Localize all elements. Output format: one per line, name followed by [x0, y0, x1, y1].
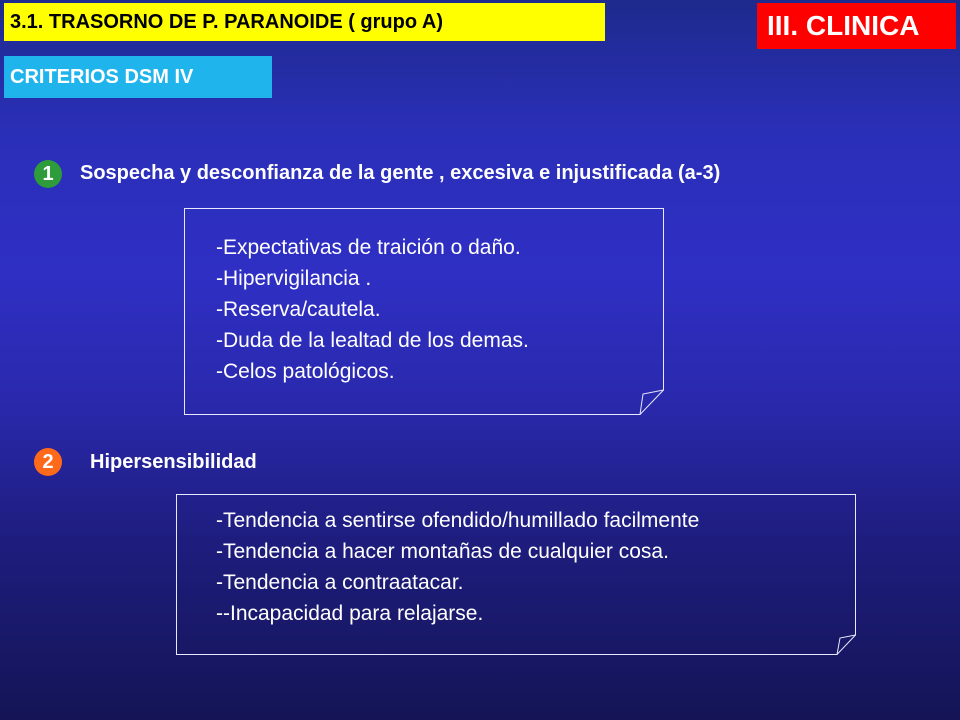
list-item: -Celos patológicos. — [216, 360, 395, 383]
list-item: -Reserva/cautela. — [216, 298, 381, 321]
slide-title: 3.1. TRASORNO DE P. PARANOIDE ( grupo A) — [4, 3, 605, 41]
criteria-label: CRITERIOS DSM IV — [4, 56, 272, 98]
list-item: -Duda de la lealtad de los demas. — [216, 329, 529, 352]
list-item: --Incapacidad para relajarse. — [216, 602, 484, 625]
section-label: III. CLINICA — [757, 3, 956, 49]
criterion-1-list — [216, 232, 529, 387]
criterion-1-title: Sospecha y desconfianza de la gente , excesiva e injustificada (a-3) — [80, 162, 721, 184]
criterion-2-title: Hipersensibilidad — [90, 451, 257, 473]
criterion-1-number-badge: 1 — [34, 160, 62, 188]
list-item: -Tendencia a hacer montañas de cualquier cosa. — [216, 540, 669, 563]
list-item: -Tendencia a contraatacar. — [216, 571, 464, 594]
criterion-2-list — [216, 505, 699, 629]
criterion-2-note-box — [176, 494, 856, 655]
list-item: -Expectativas de traición o daño. — [216, 236, 521, 259]
list-item: -Hipervigilancia . — [216, 267, 372, 290]
list-item: -Tendencia a sentirse ofendido/humillado facilmente — [216, 509, 700, 532]
criterion-1-note-box — [184, 208, 664, 415]
criterion-2-number-badge: 2 — [34, 448, 62, 476]
